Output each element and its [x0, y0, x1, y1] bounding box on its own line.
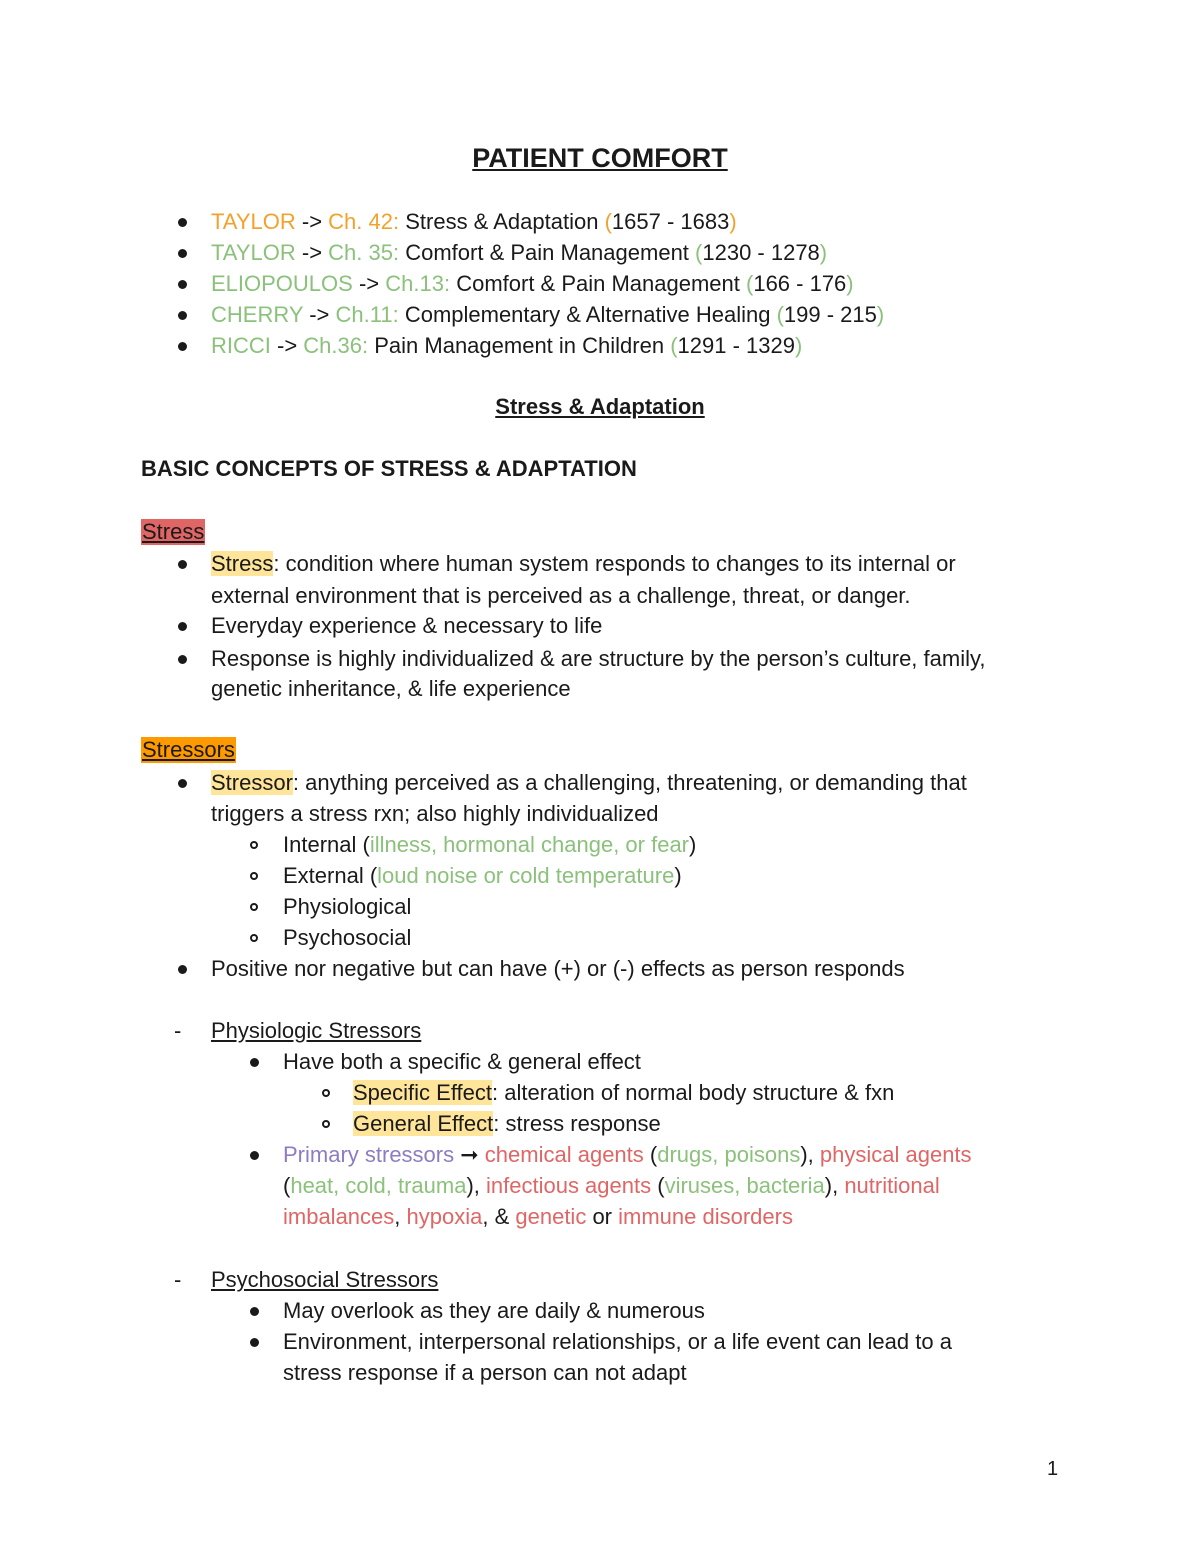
stress-point-cont: genetic inheritance, & life experience — [211, 676, 571, 701]
reference-item: ELIOPOULOS -> Ch.13: Comfort & Pain Management (166 - 176) — [211, 271, 854, 296]
specific-effect: Specific Effect: alteration of normal body structure & fxn — [353, 1080, 895, 1105]
stress-label: Stress — [142, 519, 205, 544]
section-subtitle: Stress & Adaptation — [495, 394, 705, 419]
circle-bullet-icon — [250, 903, 258, 911]
reference-item: CHERRY -> Ch.11: Complementary & Alternative Healing (199 - 215) — [211, 302, 885, 327]
stressor-definition-cont: triggers a stress rxn; also highly individualized — [211, 801, 659, 826]
primary-stressors-cont: (heat, cold, trauma), infectious agents (viruses, bacteria), nutritional — [283, 1173, 940, 1198]
bullet-icon — [250, 1151, 259, 1160]
psychosocial-point: May overlook as they are daily & numerous — [283, 1298, 705, 1323]
stressor-external: External (loud noise or cold temperature) — [283, 863, 682, 888]
stress-point: Response is highly individualized & are structure by the person’s culture, family, — [211, 646, 986, 671]
reference-item: RICCI -> Ch.36: Pain Management in Children (1291 - 1329) — [211, 333, 803, 358]
bullet-icon — [178, 218, 187, 227]
bullet-icon — [178, 342, 187, 351]
psychosocial-point: Environment, interpersonal relationships, or a life event can lead to a — [283, 1329, 952, 1354]
physiologic-stressors-heading: Physiologic Stressors — [211, 1018, 422, 1043]
psychosocial-point-cont: stress response if a person can not adapt — [283, 1360, 687, 1385]
stress-point: Everyday experience & necessary to life — [211, 613, 603, 638]
stressor-effects: Positive nor negative but can have (+) or (-) effects as person responds — [211, 956, 905, 981]
primary-stressors-cont: imbalances, hypoxia, & genetic or immune disorders — [283, 1204, 793, 1229]
primary-stressors: Primary stressors ➞ chemical agents (drugs, poisons), physical agents — [283, 1142, 972, 1167]
general-effect: General Effect: stress response — [353, 1111, 661, 1136]
stressor-internal: Internal (illness, hormonal change, or fear) — [283, 832, 697, 857]
reference-item: TAYLOR -> Ch. 42: Stress & Adaptation (1657 - 1683) — [211, 209, 737, 234]
stressors-label: Stressors — [142, 737, 235, 762]
dash-marker: - — [174, 1018, 182, 1043]
circle-bullet-icon — [322, 1120, 330, 1128]
bullet-icon — [178, 560, 187, 569]
stressor-definition: Stressor: anything perceived as a challenging, threatening, or demanding that — [211, 770, 967, 795]
reference-item: TAYLOR -> Ch. 35: Comfort & Pain Management (1230 - 1278) — [211, 240, 828, 265]
bullet-icon — [178, 280, 187, 289]
circle-bullet-icon — [250, 934, 258, 942]
circle-bullet-icon — [250, 841, 258, 849]
dash-marker: - — [174, 1267, 182, 1292]
psychosocial-stressors-heading: Psychosocial Stressors — [211, 1267, 439, 1292]
bullet-icon — [250, 1058, 259, 1067]
bullet-icon — [178, 965, 187, 974]
bullet-icon — [250, 1307, 259, 1316]
stressor-physiological: Physiological — [283, 894, 412, 919]
bullet-icon — [178, 622, 187, 631]
bullet-icon — [178, 249, 187, 258]
circle-bullet-icon — [250, 872, 258, 880]
bullet-icon — [250, 1338, 259, 1347]
bullet-icon — [178, 311, 187, 320]
stress-definition-cont: external environment that is perceived as a challenge, threat, or danger. — [211, 583, 911, 608]
bullet-icon — [178, 779, 187, 788]
stressor-psychosocial: Psychosocial — [283, 925, 412, 950]
section-heading: BASIC CONCEPTS OF STRESS & ADAPTATION — [141, 456, 637, 481]
page-title: PATIENT COMFORT — [472, 143, 728, 173]
stress-definition: Stress: condition where human system responds to changes to its internal or — [211, 551, 956, 576]
bullet-icon — [178, 655, 187, 664]
circle-bullet-icon — [322, 1089, 330, 1097]
page-number: 1 — [1047, 1458, 1059, 1480]
physiologic-point: Have both a specific & general effect — [283, 1049, 641, 1074]
